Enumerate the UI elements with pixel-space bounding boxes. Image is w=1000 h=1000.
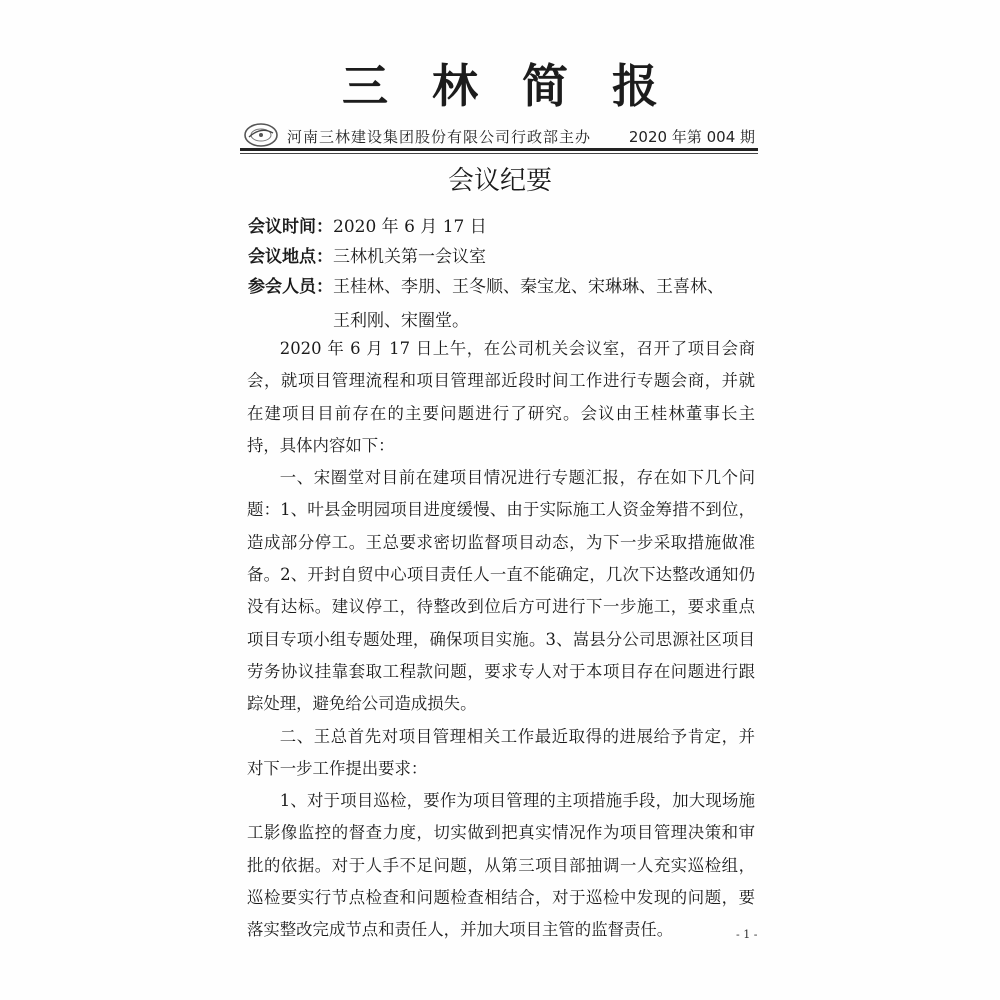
meeting-time-row (248, 216, 487, 238)
meeting-time-label: 会议时间： (248, 217, 333, 237)
publisher-line: 河南三林建设集团股份有限公司行政部主办 (287, 128, 592, 146)
paragraph-subitem-one: 1、对于项目巡检，要作为项目管理的主项措施手段，加大现场施工影像监控的督查力度，切实做到把真实情况作为项目管理决策和审批的依据。对于人手不足问题，从第三项目部抽调一人充实巡检组，巡检要实行节点检查和问题检查相结合，对于巡检中发现的问题，要落实整改完成节点和责任人，并加大项目主管的监督责任。 (247, 791, 755, 940)
paragraph-intro: 2020 年 6 月 17 日上午，在公司机关会议室，召开了项目会商会，就项目管理流程和项目管理部近段时间工作进行专题会商，并就在建项目目前存在的主要问题进行了研究。会议由王桂林董事长主持，具体内容如下： (247, 339, 755, 455)
document-title: 会议纪要 (447, 166, 552, 196)
masthead-title: 三林简报 (342, 59, 702, 113)
paragraph-item-one: 一、宋圈堂对目前在建项目情况进行专题汇报，存在如下几个问题：1、叶县金明园项目进度缓慢、由于实际施工人资金筹措不到位，造成部分停工。王总要求密切监督项目动态，为下一步采取措施做准备。2、开封自贸中心项目责任人一直不能确定，几次下达整改通知仍没有达标。建议停工，待整改到位后方可进行下一步施工，要求重点项目专项小组专题处理，确保项目实施。3、嵩县分公司思源社区项目劳务协议挂靠套取工程款问题，要求专人对于本项目存在问题进行跟踪处理，避免给公司造成损失。 (247, 468, 755, 714)
body-text (247, 333, 758, 947)
sanlin-logo-icon (243, 122, 279, 148)
attendees-line-2: 王利刚、宋圈堂。 (333, 311, 469, 331)
masthead-rule-thin (240, 153, 758, 154)
meeting-location-row (248, 246, 486, 268)
paragraph-item-two: 二、王总首先对项目管理相关工作最近取得的进展给予肯定，并对下一步工作提出要求： (247, 726, 755, 778)
meeting-location-value: 三林机关第一会议室 (333, 247, 486, 267)
issue-number: 2020 年第 004 期 (628, 128, 755, 146)
meeting-time-value: 2020 年 6 月 17 日 (333, 217, 487, 237)
meeting-location-label: 会议地点： (248, 247, 333, 267)
attendees-label: 参会人员： (248, 277, 333, 297)
attendees-row (248, 276, 724, 298)
attendees-line-1: 王桂林、李朋、王冬顺、秦宝龙、宋琳琳、王喜林、 (333, 277, 724, 297)
masthead-rule-thick (240, 148, 758, 151)
page-number: - 1 - (736, 928, 758, 941)
